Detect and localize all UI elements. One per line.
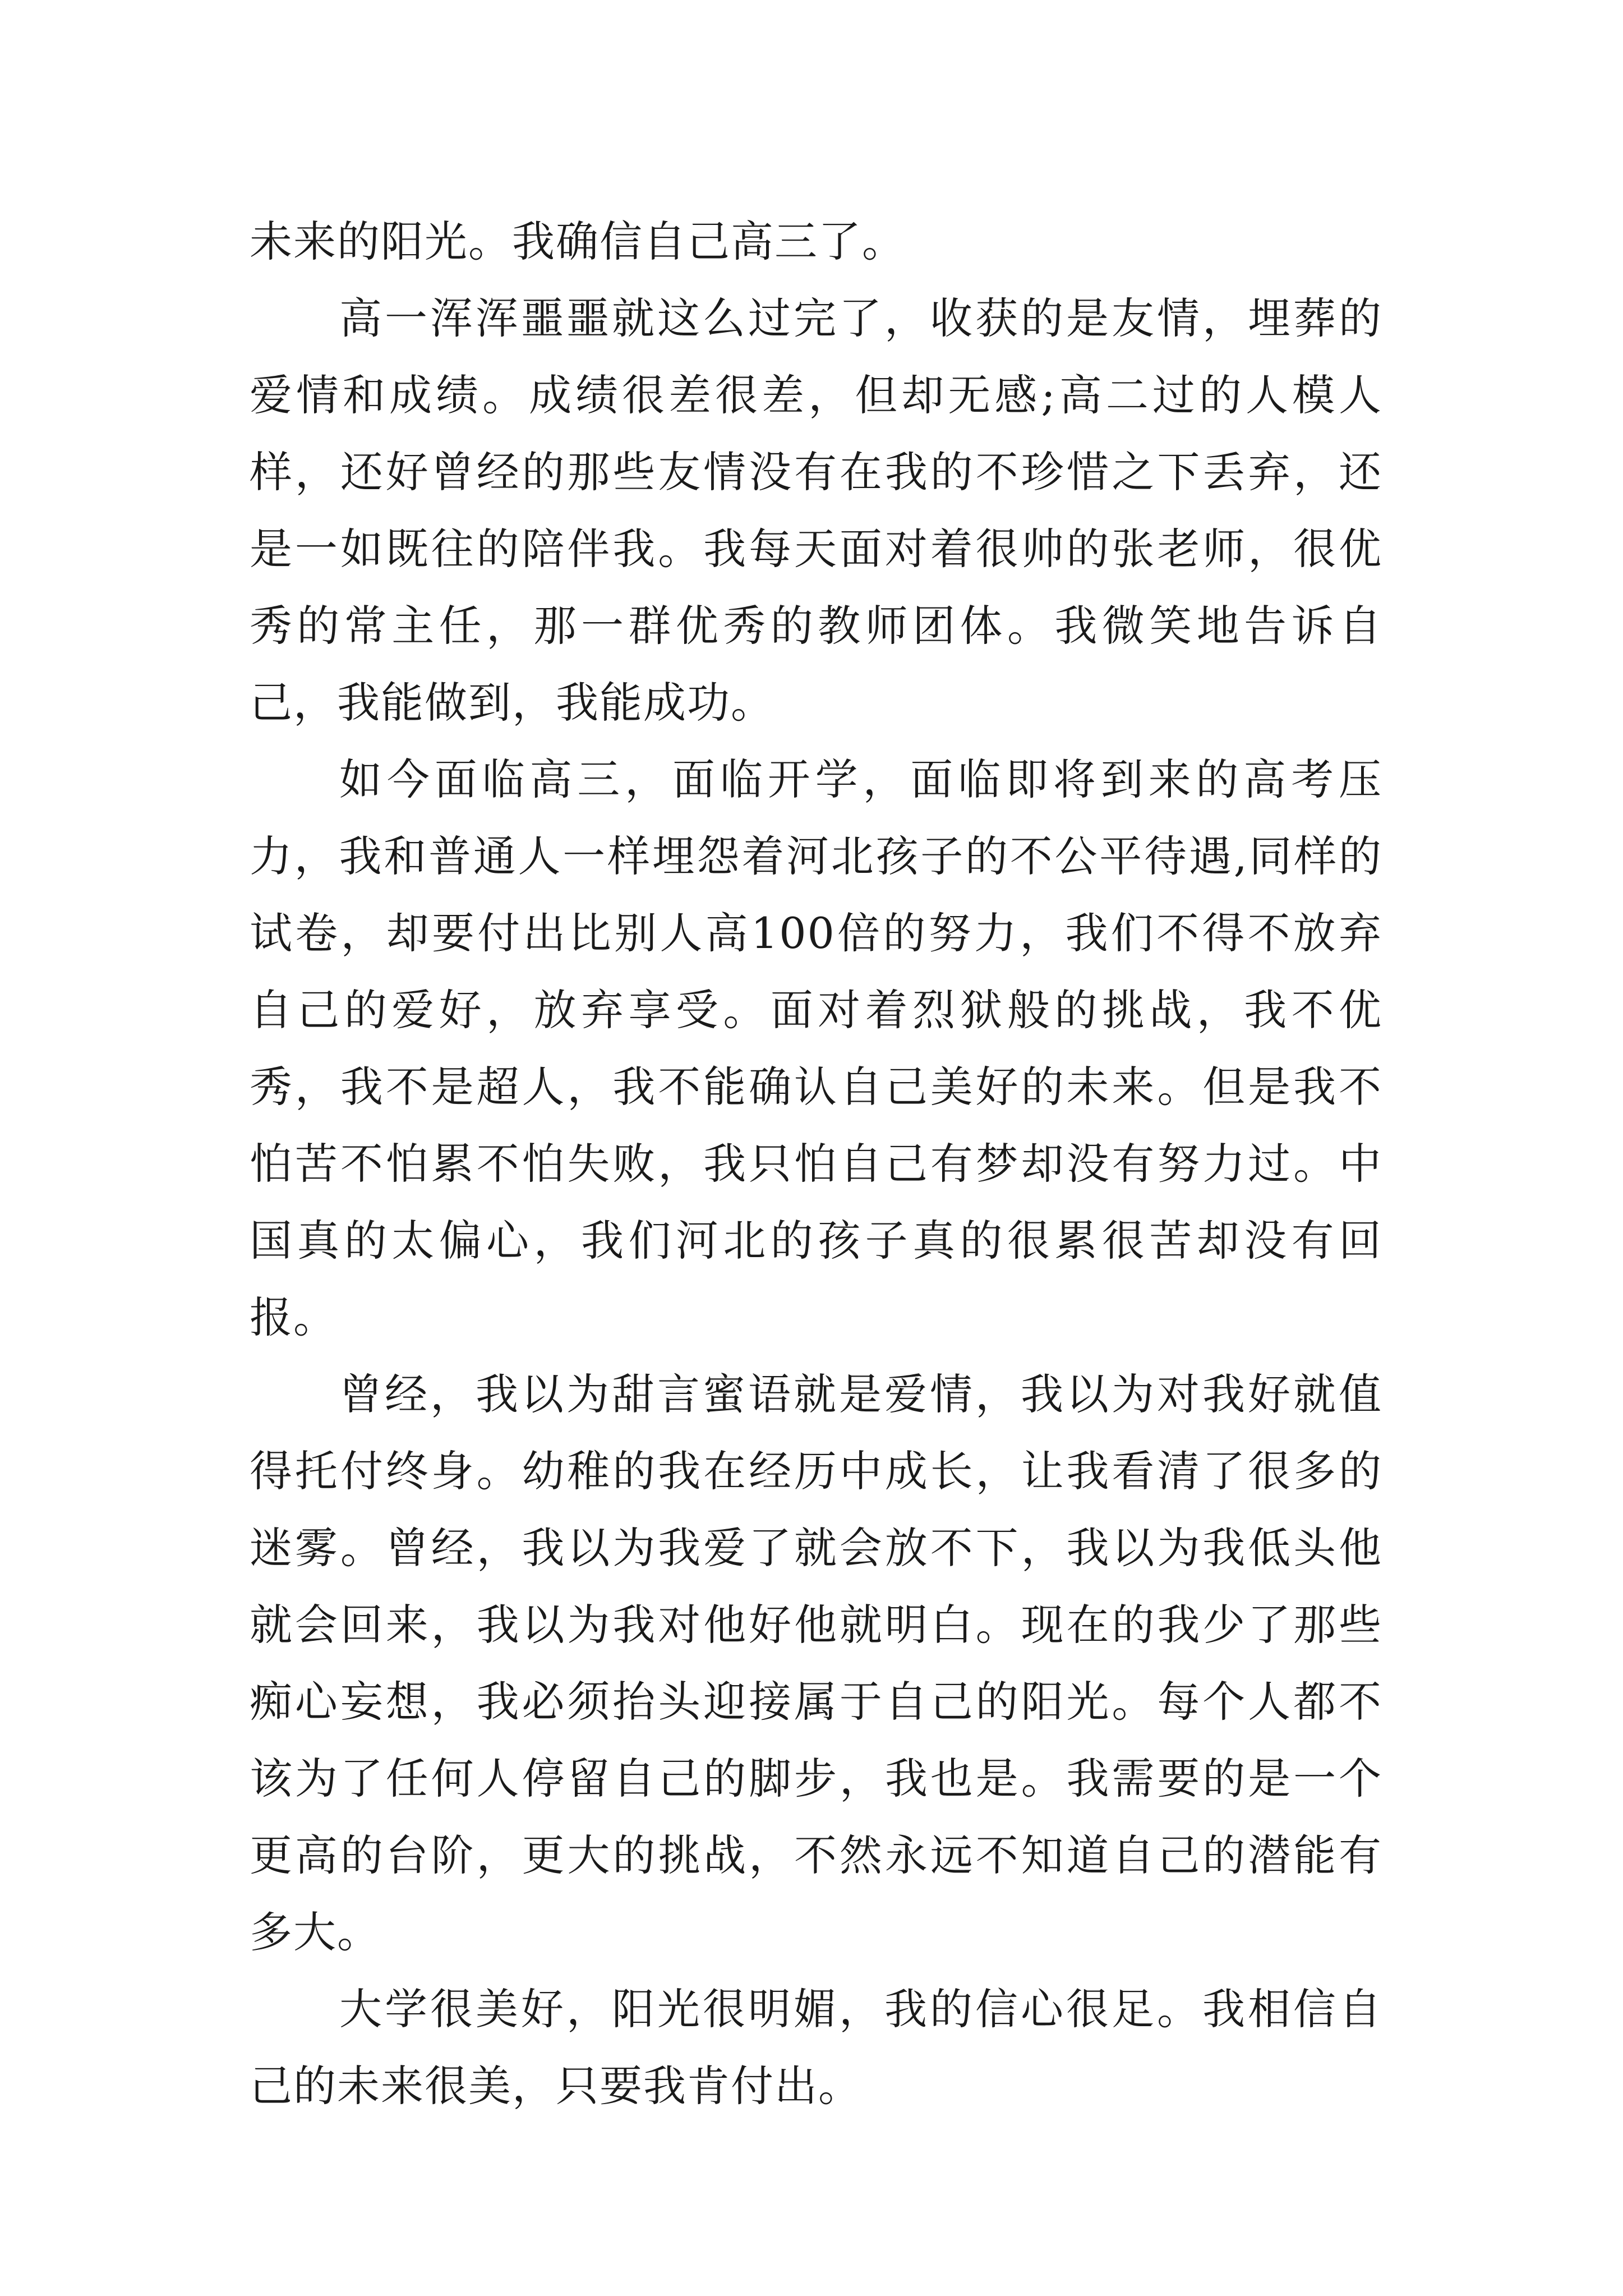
paragraph-1: 未来的阳光。我确信自己高三了。 xyxy=(250,217,906,266)
paragraph-3: 如今面临高三，面临开学，面临即将到来的高考压力，我和普通人一样埋怨着河北孩子的不公平待遇,同样的试卷，却要付出比别人高100倍的努力，我们不得不放弃自己的爱好，放弃享受。面对着烈狱般的挑战，我不优秀，我不是超人，我不能确认自己美好的未来。但是我不怕苦不怕累不怕失败，我只怕自己有梦却没有努力过。中国真的太偏心，我们河北的孩子真的很累很苦却没有回报。 xyxy=(250,754,1382,1342)
document-body xyxy=(250,203,1382,2124)
paragraph-4: 曾经，我以为甜言蜜语就是爱情，我以为对我好就值得托付终身。幼稚的我在经历中成长，让我看清了很多的迷雾。曾经，我以为我爱了就会放不下，我以为我低头他就会回来，我以为我对他好他就明白。现在的我少了那些痴心妄想，我必须抬头迎接属于自己的阳光。每个人都不该为了任何人停留自己的脚步，我也是。我需要的是一个更高的台阶，更大的挑战，不然永远不知道自己的潜能有多大。 xyxy=(250,1369,1382,1957)
paragraph-5: 大学很美好，阳光很明媚，我的信心很足。我相信自己的未来很美，只要我肯付出。 xyxy=(250,1984,1382,2111)
paragraph-2: 高一浑浑噩噩就这么过完了，收获的是友情，埋葬的爱情和成绩。成绩很差很差，但却无感;高二过的人模人样，还好曾经的那些友情没有在我的不珍惜之下丢弃，还是一如既往的陪伴我。我每天面对着很帅的张老师，很优秀的常主任，那一群优秀的教师团体。我微笑地告诉自己，我能做到，我能成功。 xyxy=(250,293,1382,728)
